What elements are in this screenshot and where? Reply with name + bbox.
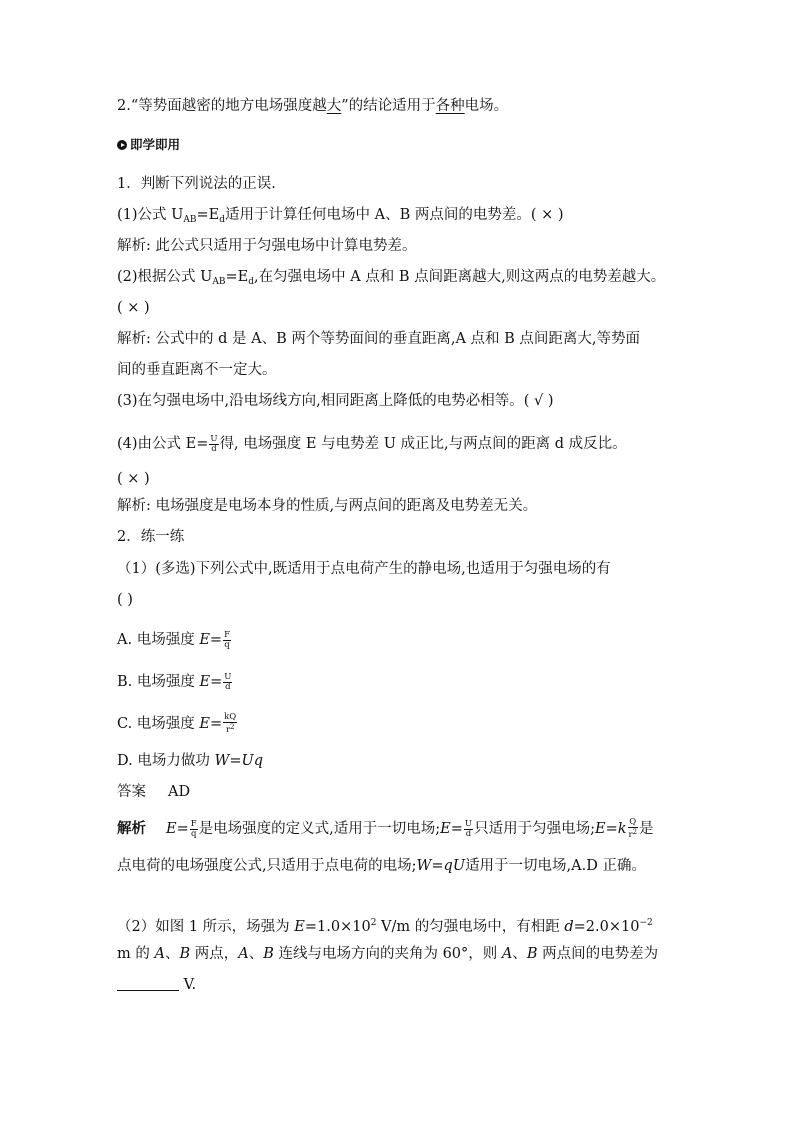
answer-value: AD [168, 784, 191, 800]
variable: A [238, 946, 249, 962]
text: =2.0×10 [573, 919, 640, 935]
fraction-denominator [628, 828, 639, 840]
answer-label: 答案 [117, 784, 146, 800]
subscript: d [219, 215, 225, 225]
answer-line [117, 782, 190, 802]
text: 两点， [190, 946, 239, 962]
conclusion-line [117, 96, 508, 116]
text: = [209, 632, 223, 648]
explanation-line-2 [117, 856, 646, 876]
underlined-word: 大 [326, 98, 342, 114]
answer-blank[interactable] [117, 976, 179, 991]
section-heading-text: 即学即用 [130, 137, 181, 152]
fraction [464, 820, 473, 839]
fraction [209, 435, 218, 454]
text: = [450, 821, 463, 837]
superscript: 2 [370, 918, 377, 928]
fraction-numerator: U [464, 818, 473, 829]
variable: B [179, 946, 191, 962]
question-2-1-paren: ( ) [117, 592, 133, 608]
fraction-numerator: F [190, 818, 197, 829]
fraction [223, 631, 231, 650]
text: (2)根据公式 U [117, 269, 213, 285]
question-1-2 [117, 267, 665, 292]
text: (4)由公式 E= [117, 436, 209, 452]
fraction-numerator: kQ [224, 712, 237, 722]
question-1-3: (3)在匀强电场中,沿电场线方向,相同距离上降低的电势必相等。( √ ) [117, 393, 554, 409]
option-label: A. 电场强度 [117, 632, 200, 648]
text: = [210, 674, 223, 690]
text: 得, 电场强度 E 与电势差 U 成正比,与两点间的距离 d 成反比。 [219, 436, 627, 452]
question-1-4 [117, 434, 627, 454]
play-circle-icon [117, 140, 127, 150]
superscript: −2 [639, 918, 653, 928]
question-2-2-line-1 [117, 913, 653, 937]
text: =k [605, 821, 627, 837]
text: = [210, 716, 223, 732]
explanation-label: 解析 [117, 820, 146, 837]
fraction-denominator: d [211, 443, 217, 454]
text: 适用于一切电场,A.D 正确。 [465, 858, 646, 874]
text: 电场。 [464, 98, 509, 114]
fraction-denominator [223, 723, 237, 735]
text: 、 [512, 946, 527, 962]
variable: E [440, 821, 451, 837]
question-2-title: 2．练一练 [117, 529, 185, 545]
variable: A [501, 946, 513, 962]
fraction-numerator: U [224, 671, 232, 682]
text: 是电场强度的定义式,适用于一切电场; [198, 821, 441, 837]
text: 适用于计算任何电场中 A、B 两点间的电势差。( × ) [225, 207, 564, 223]
text: 点电荷的电场强度公式,只适用于点电荷的电场; [117, 858, 417, 874]
option-c [117, 713, 238, 735]
text: ”的结论适用于 [341, 98, 436, 114]
subscript: d [248, 277, 254, 287]
text: 连线与电场方向的夹角为 60°，则 [273, 946, 502, 962]
question-1-2-explanation-2: 间的垂直距离不一定大。 [117, 362, 277, 378]
fraction-numerator: F [224, 629, 230, 640]
question-1-1 [117, 205, 564, 230]
variable: d [564, 919, 574, 935]
underlined-word: 各种 [435, 98, 465, 114]
question-2-2-line-2 [117, 944, 658, 964]
text: 只适用于匀强电场; [474, 821, 595, 837]
variable: E [199, 632, 210, 648]
fraction [190, 820, 198, 839]
text: V/m 的匀强电场中，有相距 [376, 919, 565, 935]
subscript: AB [212, 277, 226, 287]
variable: B [263, 946, 274, 962]
subscript: AB [183, 215, 197, 225]
fraction-numerator: Q [629, 817, 637, 827]
option-label: B. 电场强度 [117, 674, 200, 690]
fraction-numerator: U [210, 433, 218, 444]
question-2-1-stem: （1）(多选)下列公式中,既适用于点电荷产生的静电场,也适用于匀强电场的有 [117, 561, 611, 577]
text: ,在匀强电场中 A 点和 B 点间距离越大,则这两点的电势差越大。 [254, 269, 666, 285]
variable: E [166, 821, 177, 837]
variable: A [154, 946, 165, 962]
fraction [223, 713, 237, 735]
text: =E [225, 269, 249, 285]
text: r [225, 725, 231, 735]
fraction-denominator: d [225, 681, 231, 692]
variable: E [199, 716, 210, 732]
option-a [117, 630, 232, 650]
superscript: 2 [632, 828, 638, 836]
text: 、 [248, 946, 264, 962]
option-label: D. 电场力做功 [117, 753, 215, 769]
fraction [628, 818, 639, 840]
text: （2）如图 1 所示，场强为 [117, 919, 295, 935]
text: 两点间的电势差为 [537, 946, 659, 962]
question-1-4-mark: ( × ) [117, 471, 150, 487]
formula: W=Uq [214, 753, 263, 769]
question-1-2-mark: ( × ) [117, 300, 150, 316]
section-heading [117, 135, 180, 155]
option-b [117, 672, 233, 692]
fraction [223, 673, 232, 692]
text: m 的 [117, 946, 155, 962]
text: 是 [639, 821, 654, 837]
text: = [176, 821, 189, 837]
option-label: C. 电场强度 [117, 716, 200, 732]
question-1-1-explanation: 解析: 此公式只适用于匀强电场中计算电势差。 [117, 238, 417, 254]
question-2-2-line-3 [117, 975, 196, 995]
text: r [628, 830, 633, 840]
superscript: 2 [230, 723, 235, 731]
text: (1)公式 U [117, 207, 184, 223]
text: V. [179, 977, 197, 993]
text: =1.0×10 [304, 919, 371, 935]
question-1-4-explanation: 解析: 电场强度是电场本身的性质,与两点间的距离及电势差无关。 [117, 498, 538, 514]
text: 、 [164, 946, 180, 962]
text: =E [196, 207, 220, 223]
question-1-title: 1．判断下列说法的正误. [117, 176, 276, 192]
question-1-2-explanation-1: 解析: 公式中的 d 是 A、B 两个等势面间的垂直距离,A 点和 B 点间距离大,等势面 [117, 331, 641, 347]
variable: B [526, 946, 538, 962]
variable: E [594, 821, 606, 837]
option-d [117, 751, 263, 771]
fraction-denominator: q [190, 828, 197, 839]
text: 2.“等势面越密的地方电场强度越 [117, 98, 327, 114]
fraction-denominator: d [465, 828, 472, 839]
variable: E [199, 674, 211, 690]
formula: W=qU [416, 858, 466, 874]
explanation-line-1 [117, 818, 654, 840]
variable: E [294, 919, 305, 935]
fraction-denominator: q [224, 639, 230, 650]
